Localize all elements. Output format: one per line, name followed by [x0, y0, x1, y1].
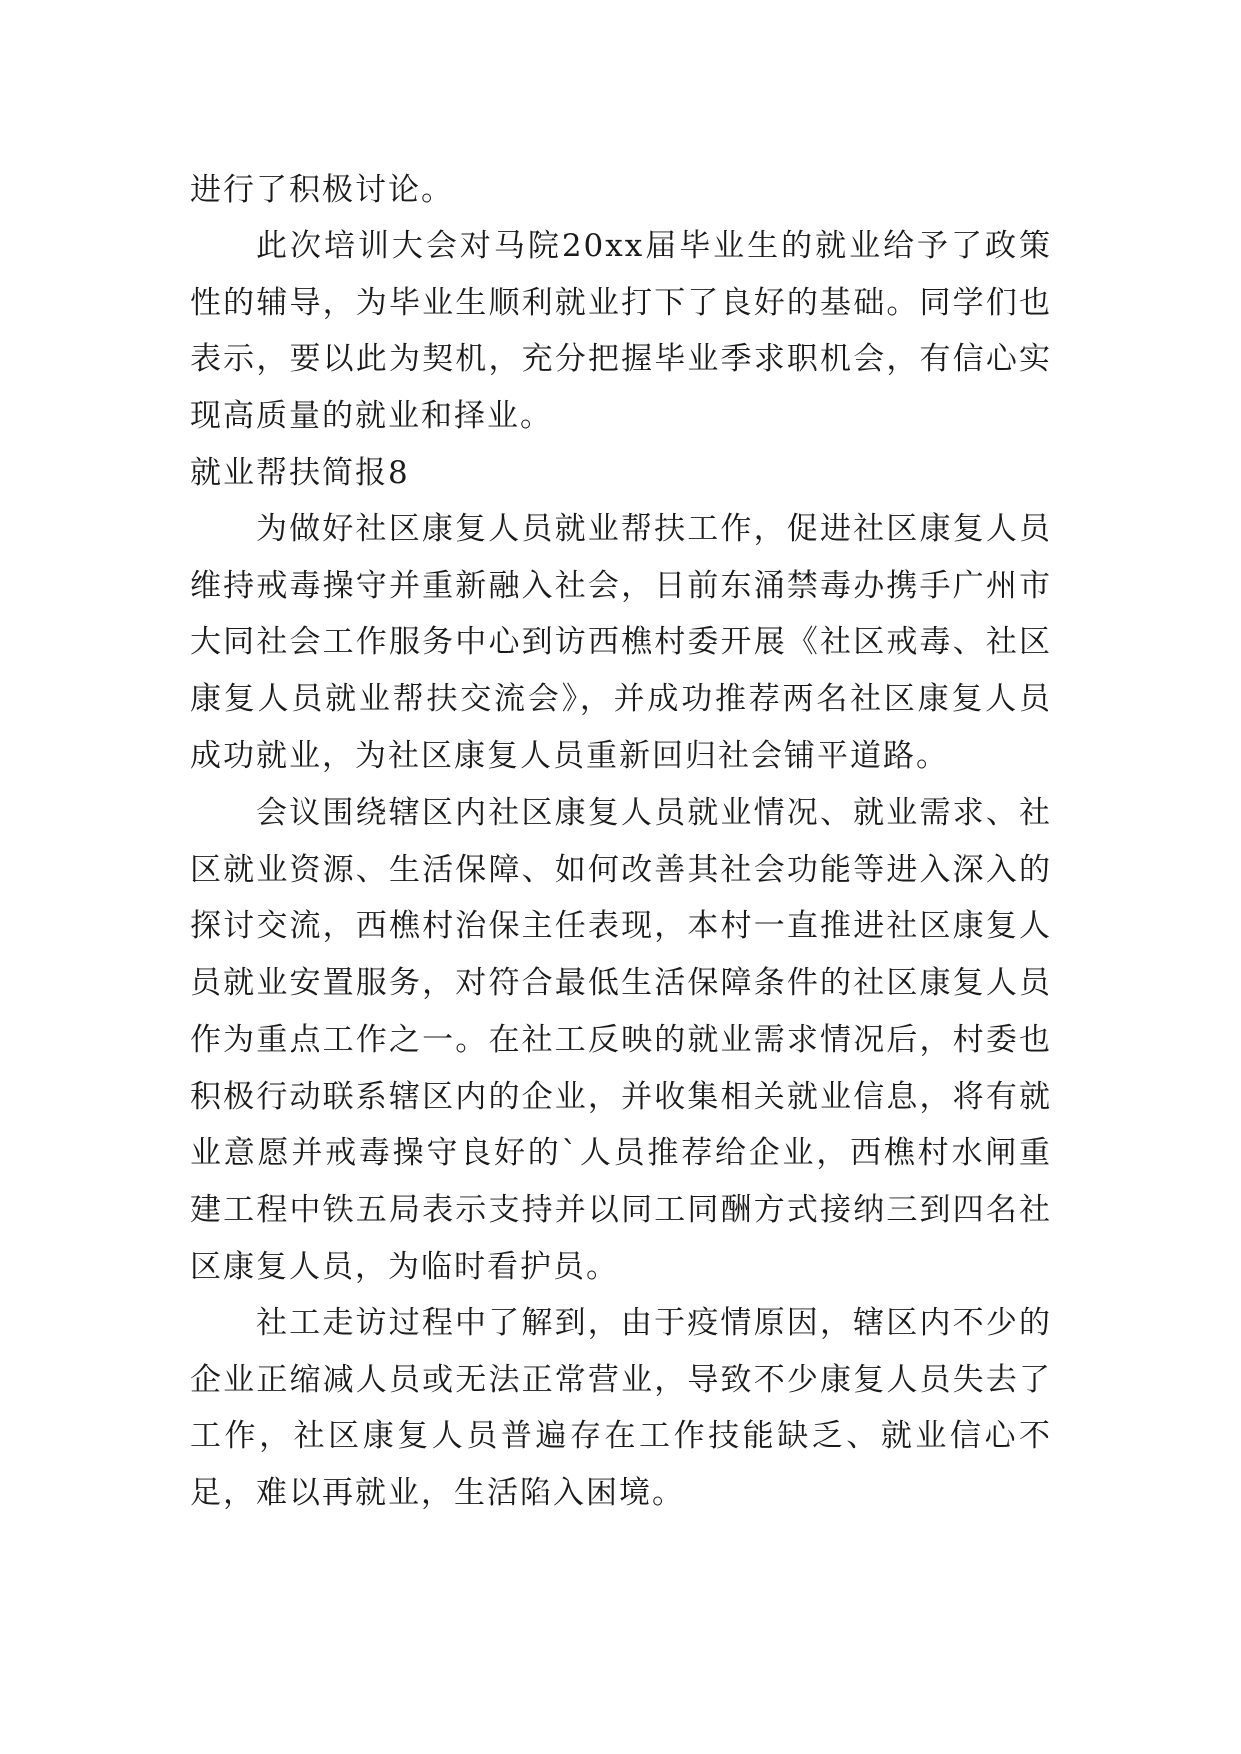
paragraph-continuation: 进行了积极讨论。 [190, 172, 454, 208]
paragraph-training-summary: 此次培训大会对马院20xx届毕业生的就业给予了政策性的辅导，为毕业生顺利就业打下了良好的基础。同学们也表示，要以此为契机，充分把握毕业季求职机会，有信心实现高质量的就业和择业。 [190, 228, 1052, 435]
paragraph-social-worker-findings: 社工走访过程中了解到，由于疫情原因，辖区内不少的企业正缩减人员或无法正常营业，导致不少康复人员失去了工作，社区康复人员普遍存在工作技能缺乏、就业信心不足，难以再就业，生活陷入困境。 [190, 1305, 1052, 1512]
section-heading: 就业帮扶简报8 [190, 455, 410, 491]
paragraph-assistance-intro: 为做好社区康复人员就业帮扶工作，促进社区康复人员维持戒毒操守并重新融入社会，日前东涌禁毒办携手广州市大同社会工作服务中心到访西樵村委开展《社区戒毒、社区康复人员就业帮扶交流会》，并成功推荐两名社区康复人员成功就业，为社区康复人员重新回归社会铺平道路。 [190, 511, 1052, 774]
paragraph-meeting-discussion: 会议围绕辖区内社区康复人员就业情况、就业需求、社区就业资源、生活保障、如何改善其社会功能等进入深入的探讨交流，西樵村治保主任表现，本村一直推进社区康复人员就业安置服务，对符合最低生活保障条件的社区康复人员作为重点工作之一。在社工反映的就业需求情况后，村委也积极行动联系辖区内的企业，并收集相关就业信息，将有就业意愿并戒毒操守良好的`人员推荐给企业，西樵村水闸重建工程中铁五局表示支持并以同工同酬方式接纳三到四名社区康复人员，为临时看护员。 [190, 795, 1052, 1285]
